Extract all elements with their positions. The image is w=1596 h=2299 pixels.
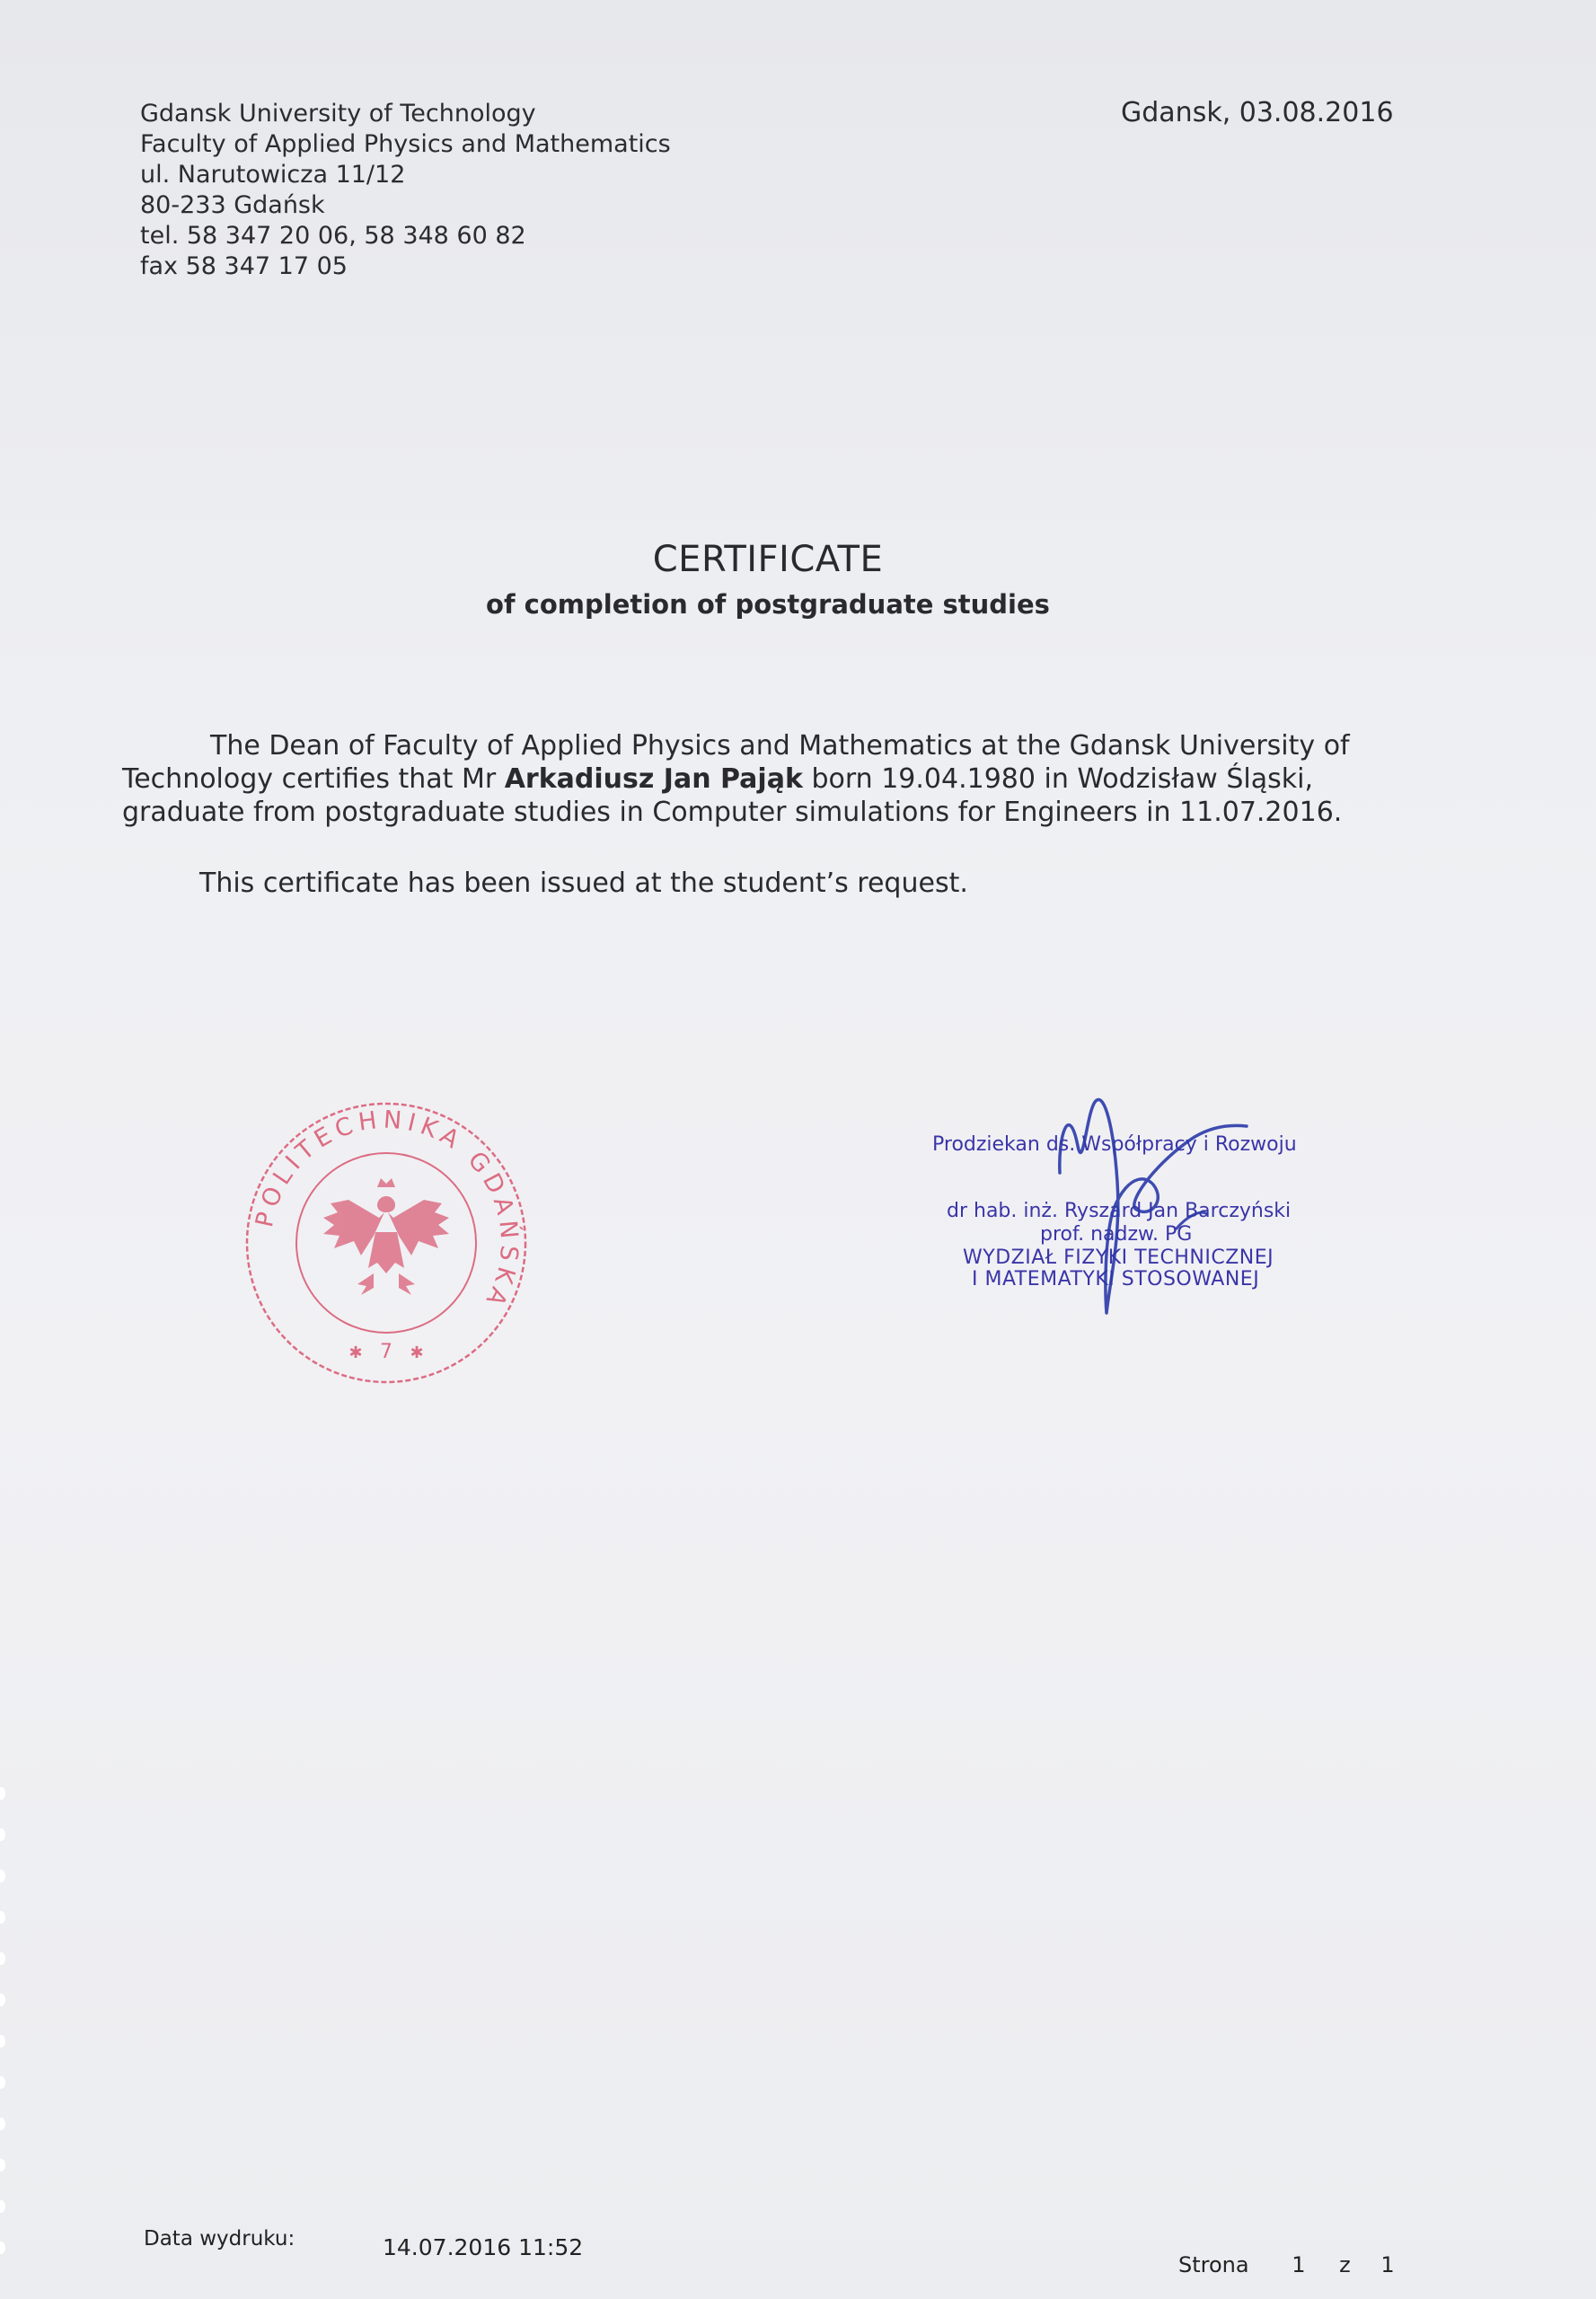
sender-faculty: Faculty of Applied Physics and Mathematics (140, 130, 671, 158)
stamp-position: Prodziekan ds. Współpracy i Rozwoju (932, 1133, 1297, 1156)
certificate-body (122, 729, 1415, 829)
seal-number: 7 (380, 1341, 392, 1363)
sender-address (140, 99, 671, 282)
sender-tel: tel. 58 347 20 06, 58 348 60 82 (140, 222, 526, 250)
print-date-value: 14.07.2016 11:52 (383, 2234, 584, 2260)
university-seal (241, 1097, 532, 1388)
page-label: Strona (1178, 2252, 1249, 2277)
body-line-2-post: born 19.04.1980 in Wodzisław Śląski, (802, 763, 1314, 795)
sender-street: ul. Narutowicza 11/12 (140, 161, 406, 189)
perforation-edge (0, 1787, 7, 2290)
page-separator: z (1339, 2252, 1351, 2277)
stamp-faculty-line2: I MATEMATYKI STOSOWANEJ (972, 1268, 1260, 1290)
body-line-2-pre: Technology certifies that Mr (122, 763, 505, 795)
page-total: 1 (1380, 2252, 1395, 2277)
print-date-label: Data wydruku: (144, 2227, 295, 2251)
seal-star-right: ✱ (410, 1343, 424, 1362)
sender-postal: 80-233 Gdańsk (140, 191, 325, 219)
document-date: Gdansk, 03.08.2016 (1121, 97, 1394, 128)
body-line-1: The Dean of Faculty of Applied Physics and Mathematics at the Gdansk University of (210, 730, 1350, 762)
body-line-2 (122, 762, 1415, 796)
document-subtitle: of completion of postgraduate studies (486, 589, 1050, 620)
request-note: This certificate has been issued at the student’s request. (199, 868, 968, 899)
page-number (1178, 2252, 1395, 2277)
seal-text: POLITECHNIKA GDAŃSKA (251, 1105, 524, 1316)
handwritten-signature (1042, 1074, 1275, 1318)
stamp-faculty-line1: WYDZIAŁ FIZYKI TECHNICZNEJ (963, 1246, 1274, 1269)
body-line-3: graduate from postgraduate studies in Computer simulations for Engineers in 11.07.2016. (122, 797, 1343, 828)
sender-fax: fax 58 347 17 05 (140, 252, 348, 280)
graduate-name: Arkadiusz Jan Pająk (504, 763, 803, 795)
page-current: 1 (1292, 2252, 1306, 2277)
stamp-title: prof. nadzw. PG (1040, 1223, 1193, 1246)
document-title: CERTIFICATE (652, 539, 884, 580)
sender-university: Gdansk University of Technology (140, 100, 536, 128)
stamp-name: dr hab. inż. Ryszard Jan Barczyński (947, 1200, 1292, 1222)
eagle-emblem-icon (323, 1178, 449, 1295)
seal-star-left: ✱ (348, 1343, 363, 1362)
